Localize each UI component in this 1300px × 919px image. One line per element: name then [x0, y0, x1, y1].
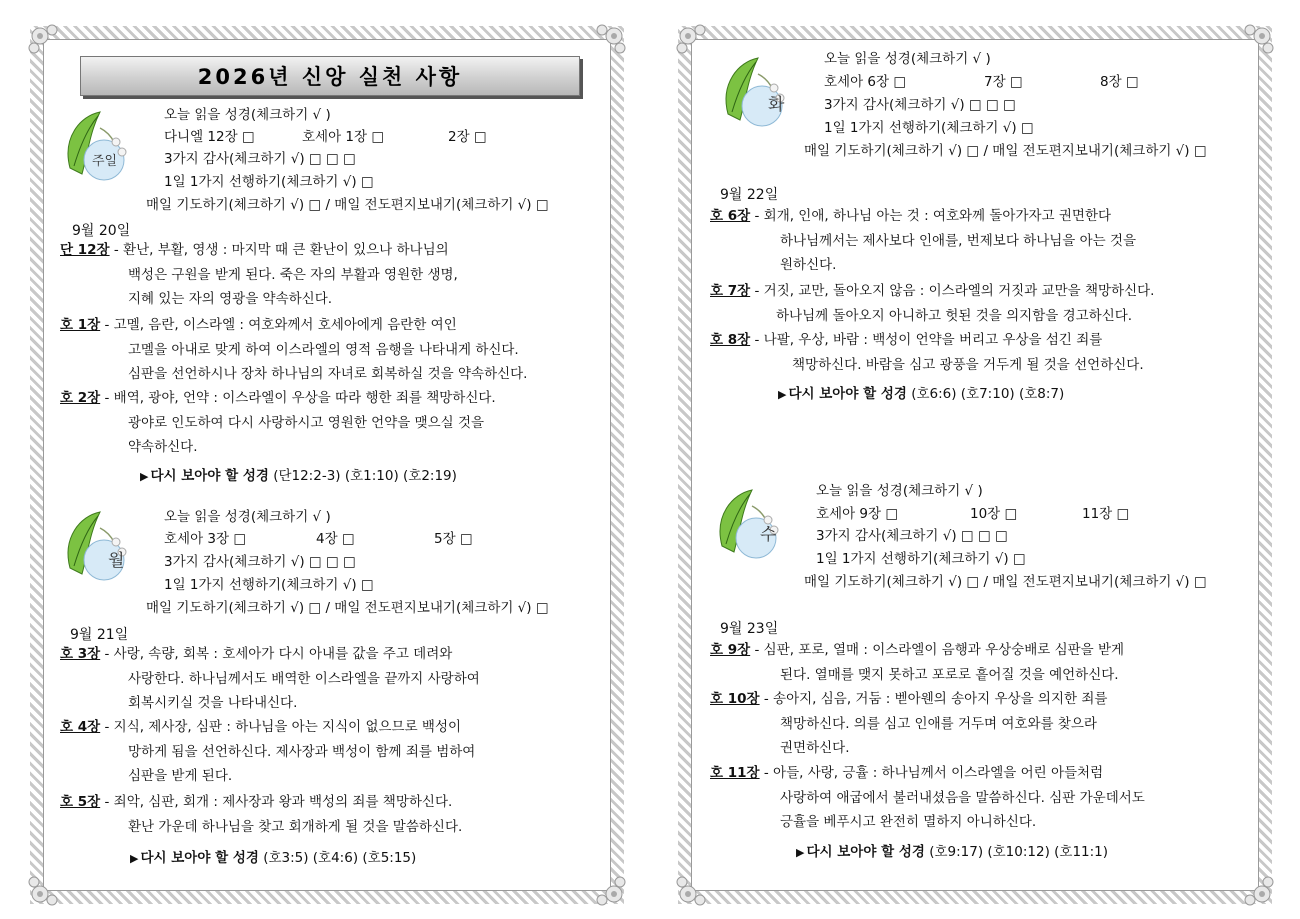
day-label: 수: [760, 525, 777, 545]
reading-date: 9월 20일: [72, 223, 131, 239]
lily-leaf-icon: [60, 508, 136, 588]
title-banner: [80, 56, 580, 96]
review-verses: [778, 382, 1064, 402]
chapter-ref: 호 11장: [710, 765, 760, 781]
chapter-summary: 호 6장 - 회개, 인애, 하나님 아는 것 : 여호와께 돌아가자고 권면한다 하나님께서는 제사보다 인애를, 번제보다 하나님을 아는 것을 원하신다.: [710, 208, 1137, 274]
chapter-checkbox[interactable]: 5장 □: [434, 531, 473, 547]
review-verses: [796, 840, 1108, 860]
chapter-checkbox[interactable]: 8장 □: [1100, 74, 1139, 90]
chapter-summary: 호 3장 - 사랑, 속량, 회복 : 호세아가 다시 아내를 값을 주고 데려와 사랑한다. 하나님께서도 배역한 이스라엘을 끝까지 사랑하여 회복시키실 것을 나타내신다.: [60, 646, 480, 712]
corner-flower-icon: [1230, 862, 1276, 908]
review-refs: (호3:5) (호4:6) (호5:15): [258, 850, 417, 866]
day-label: 화: [768, 95, 785, 115]
chapter-checkbox[interactable]: 호세아 3장 □: [164, 531, 247, 547]
chapter-ref: 호 1장: [60, 317, 101, 333]
corner-flower-icon: [1230, 22, 1276, 68]
chapter-ref: 단 12장: [60, 242, 110, 258]
review-label: ▶ 다시 보아야 할 성경: [140, 468, 269, 484]
review-refs: (호6:6) (호7:10) (호8:7): [906, 386, 1065, 402]
chapter-ref: 호 9장: [710, 642, 751, 658]
chapter-ref: 호 8장: [710, 332, 751, 348]
reading-date: 9월 21일: [70, 627, 129, 643]
chapter-checkbox[interactable]: 호세아 9장 □: [816, 506, 899, 522]
corner-flower-icon: [582, 862, 628, 908]
read-checklist-line: 오늘 읽을 성경(체크하기 √ ): [824, 51, 991, 67]
chapter-summary: 호 5장 - 죄악, 심판, 회개 : 제사장과 왕과 백성의 죄를 책망하신다. 환난 가운데 하나님을 찾고 회개하게 될 것을 말씀하신다.: [60, 794, 463, 835]
left-page: [30, 26, 624, 904]
read-checklist-line: 오늘 읽을 성경(체크하기 √ ): [164, 509, 331, 525]
chapter-checkbox[interactable]: 호세아 6장 □: [824, 74, 907, 90]
good-deed-checkbox[interactable]: 1일 1가지 선행하기(체크하기 √) □: [824, 120, 1034, 136]
page-title: 2026년 신앙 실천 사항: [197, 65, 463, 89]
chapter-summary: 호 8장 - 나팔, 우상, 바람 : 백성이 언약을 버리고 우상을 섬긴 죄를 책망하신다. 바람을 심고 광풍을 거두게 될 것을 선언하신다.: [710, 332, 1144, 373]
chapter-checkbox[interactable]: 호세아 1장 □: [302, 129, 385, 145]
chapter-summary: 호 4장 - 지식, 제사장, 심판 : 하나님을 아는 지식이 없으므로 백성이 망하게 됨을 선언하신다. 제사장과 백성이 함께 죄를 범하여 심판을 받게 된다.: [60, 719, 476, 785]
prayer-evangelism-checkbox[interactable]: 매일 기도하기(체크하기 √) □ / 매일 전도편지보내기(체크하기 √) □: [146, 197, 549, 213]
prayer-evangelism-checkbox[interactable]: 매일 기도하기(체크하기 √) □ / 매일 전도편지보내기(체크하기 √) □: [804, 143, 1207, 159]
day-label: 주일: [92, 154, 118, 169]
lily-leaf-icon: [712, 486, 788, 566]
corner-flower-icon: [674, 22, 720, 68]
reading-date: 9월 22일: [720, 187, 779, 203]
read-checklist-line: 오늘 읽을 성경(체크하기 √ ): [816, 483, 983, 499]
corner-flower-icon: [26, 862, 72, 908]
chapter-checkbox[interactable]: 다니엘 12장 □: [164, 129, 255, 145]
chapter-ref: 호 7장: [710, 283, 751, 299]
chapter-ref: 호 6장: [710, 208, 751, 224]
corner-flower-icon: [582, 22, 628, 68]
chapter-ref: 호 4장: [60, 719, 101, 735]
review-refs: (단12:2-3) (호1:10) (호2:19): [268, 468, 457, 484]
day-label: 월: [108, 551, 125, 571]
review-verses: [130, 846, 416, 866]
chapter-summary: 호 11장 - 아들, 사랑, 긍휼 : 하나님께서 이스라엘을 어린 아들처럼 사랑하여 애굽에서 불러내셨음을 말씀하신다. 심판 가운데서도 긍휼을 베푸시고 완전히 멸하지 아니하신다.: [710, 765, 1145, 831]
chapter-summary: 호 1장 - 고멜, 음란, 이스라엘 : 여호와께서 호세아에게 음란한 여인 고멜을 아내로 맞게 하여 이스라엘의 영적 음행을 나타내게 하신다. 심판을 선언하시나 장차 하나님의 자녀로 회복하실 것을 약속하신다.: [60, 317, 528, 383]
gratitude-checkbox[interactable]: 3가지 감사(체크하기 √) □ □ □: [824, 97, 1016, 113]
chapter-summary: 호 9장 - 심판, 포로, 열매 : 이스라엘이 음행과 우상숭배로 심판을 받게 된다. 열매를 맺지 못하고 포로로 흩어질 것을 예언하신다.: [710, 642, 1125, 683]
gratitude-checkbox[interactable]: 3가지 감사(체크하기 √) □ □ □: [164, 554, 356, 570]
chapter-checkbox[interactable]: 4장 □: [316, 531, 355, 547]
chapter-ref: 호 3장: [60, 646, 101, 662]
corner-flower-icon: [26, 22, 72, 68]
chapter-summary: 호 2장 - 배역, 광야, 언약 : 이스라엘이 우상을 따라 행한 죄를 책망하신다. 광야로 인도하여 다시 사랑하시고 영원한 언약을 맺으실 것을 약속하신다.: [60, 390, 496, 456]
right-page: [678, 26, 1272, 904]
review-verses: [140, 464, 457, 484]
chapter-checkbox[interactable]: 11장 □: [1082, 506, 1130, 522]
chapter-checkbox[interactable]: 2장 □: [448, 129, 487, 145]
review-label: ▶ 다시 보아야 할 성경: [796, 844, 925, 860]
chapter-ref: 호 10장: [710, 691, 760, 707]
review-refs: (호9:17) (호10:12) (호11:1): [924, 844, 1109, 860]
good-deed-checkbox[interactable]: 1일 1가지 선행하기(체크하기 √) □: [164, 577, 374, 593]
chapter-summary: 호 7장 - 거짓, 교만, 돌아오지 않음 : 이스라엘의 거짓과 교만을 책망하신다. 하나님께 돌아오지 아니하고 헛된 것을 의지함을 경고하신다.: [710, 283, 1155, 324]
chapter-ref: 호 2장: [60, 390, 101, 406]
prayer-evangelism-checkbox[interactable]: 매일 기도하기(체크하기 √) □ / 매일 전도편지보내기(체크하기 √) □: [804, 574, 1207, 590]
gratitude-checkbox[interactable]: 3가지 감사(체크하기 √) □ □ □: [816, 528, 1008, 544]
gratitude-checkbox[interactable]: 3가지 감사(체크하기 √) □ □ □: [164, 151, 356, 167]
good-deed-checkbox[interactable]: 1일 1가지 선행하기(체크하기 √) □: [164, 174, 374, 190]
chapter-summary: 호 10장 - 송아지, 심음, 거둠 : 벧아웬의 송아지 우상을 의지한 죄를 책망하신다. 의를 심고 인애를 거두며 여호와를 찾으라 권면하신다.: [710, 691, 1108, 757]
chapter-summary: 단 12장 - 환난, 부활, 영생 : 마지막 때 큰 환난이 있으나 하나님의 백성은 구원을 받게 된다. 죽은 자의 부활과 영원한 생명, 지혜 있는 자의 영광을 약속하신다.: [60, 242, 458, 308]
review-label: ▶ 다시 보아야 할 성경: [130, 850, 259, 866]
chapter-ref: 호 5장: [60, 794, 101, 810]
lily-leaf-icon: [60, 108, 136, 188]
corner-flower-icon: [674, 862, 720, 908]
review-label: ▶ 다시 보아야 할 성경: [778, 386, 907, 402]
read-checklist-line: 오늘 읽을 성경(체크하기 √ ): [164, 107, 331, 123]
reading-date: 9월 23일: [720, 621, 779, 637]
chapter-checkbox[interactable]: 10장 □: [970, 506, 1018, 522]
good-deed-checkbox[interactable]: 1일 1가지 선행하기(체크하기 √) □: [816, 551, 1026, 567]
chapter-checkbox[interactable]: 7장 □: [984, 74, 1023, 90]
prayer-evangelism-checkbox[interactable]: 매일 기도하기(체크하기 √) □ / 매일 전도편지보내기(체크하기 √) □: [146, 600, 549, 616]
